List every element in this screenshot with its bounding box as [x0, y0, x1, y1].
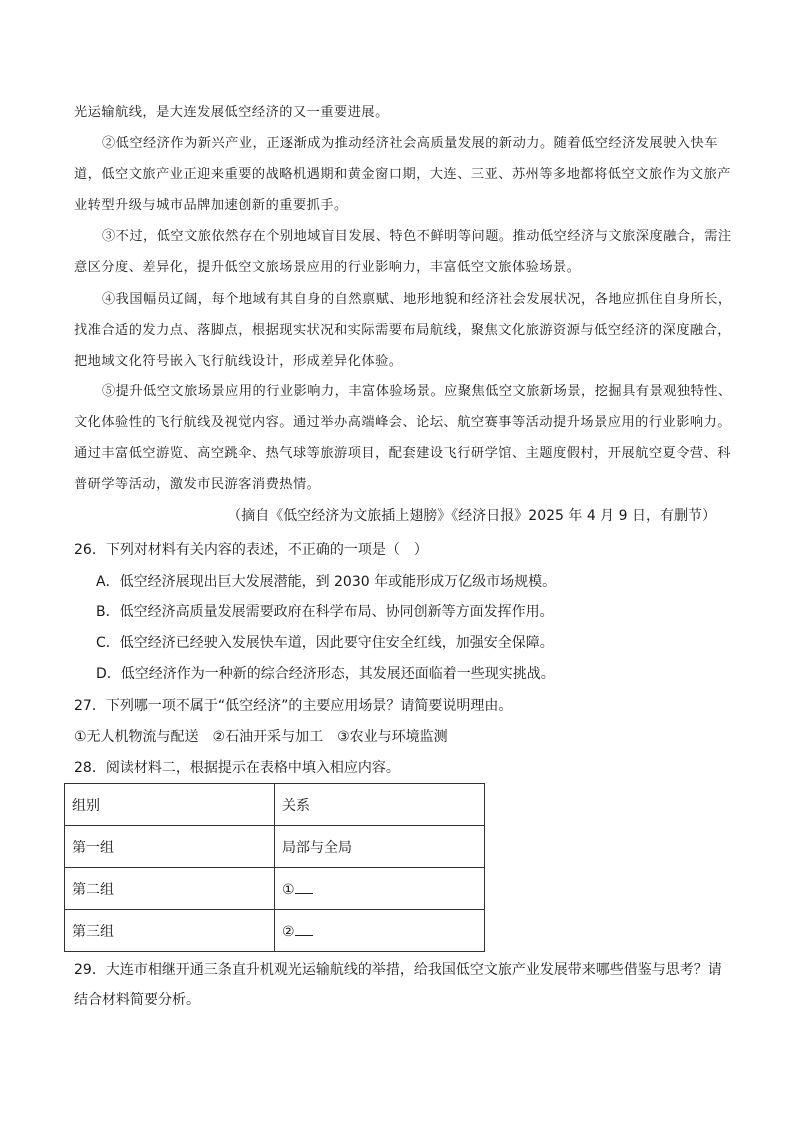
question-29-line-1: 29．大连市相继开通三条直升机观光运输航线的举措，给我国低空文旅产业发展带来哪些借鉴与思考？请	[74, 962, 722, 978]
question-28-stem: 28．阅读材料二，根据提示在表格中填入相应内容。	[74, 760, 400, 776]
table-cell-group: 第一组	[65, 826, 275, 868]
question-26-option-d: D．低空经济作为一种新的综合经济形态，其发展还面临着一些现实挑战。	[96, 666, 555, 682]
table-row	[65, 868, 485, 910]
answer-blank-1[interactable]	[295, 879, 313, 894]
table-header-relation: 关系	[275, 784, 485, 826]
passage-line-top: 光运输航线，是大连发展低空经济的又一重要进展。	[74, 105, 389, 120]
question-26-option-a: A．低空经济展现出巨大发展潜能，到 2030 年或能形成万亿级市场规模。	[96, 574, 557, 590]
question-26-stem: 26．下列对材料有关内容的表述，不正确的一项是（ ）	[74, 542, 428, 558]
answer-marker-2: ②	[282, 924, 295, 940]
question-27-choices: ①无人机物流与配送 ②石油开采与加工 ③农业与环境监测	[74, 729, 448, 745]
passage-paragraph-5: ⑤提升低空文旅场景应用的行业影响力，丰富体验场景。应聚焦低空文旅新场景，挖掘具有景观独特性、文化体验性的飞行航线及视觉内容。通过举办高端峰会、论坛、航空赛事等活动提升场景应用的行业影响力。通过丰富低空游览、高空跳伞、热气球等旅游项目，配套建设飞行研学馆、主题度假村，开展航空夏令营、科普研学等活动，激发市民游客消费热情。	[74, 384, 732, 492]
relation-table	[64, 783, 485, 952]
table-cell-group: 第三组	[65, 910, 275, 952]
table-cell-relation	[275, 868, 485, 910]
passage-source: （摘自《低空经济为文旅插上翅膀》《经济日报》2025 年 4 月 9 日，有删节）	[227, 508, 716, 524]
passage-paragraph-3: ③不过，低空文旅依然存在个别地域盲目发展、特色不鲜明等问题。推动低空经济与文旅深度融合，需注意区分度、差异化，提升低空文旅场景应用的行业影响力，丰富低空文旅体验场景。	[74, 229, 732, 275]
question-29-line-2: 结合材料简要分析。	[74, 992, 200, 1008]
table-cell-relation	[275, 910, 485, 952]
table-header-group: 组别	[65, 784, 275, 826]
passage-paragraph-2: ②低空经济作为新兴产业，正逐渐成为推动经济社会高质量发展的新动力。随着低空经济发展驶入快车道，低空文旅产业正迎来重要的战略机遇期和黄金窗口期，大连、三亚、苏州等多地都将低空文旅作为文旅产业转型升级与城市品牌加速创新的重要抓手。	[74, 136, 731, 213]
table-cell-relation: 局部与全局	[275, 826, 485, 868]
question-27-stem: 27．下列哪一项不属于“低空经济”的主要应用场景？请简要说明理由。	[74, 698, 513, 714]
question-26-option-c: C．低空经济已经驶入发展快车道，因此要守住安全红线，加强安全保障。	[96, 635, 554, 651]
question-26-option-b: B．低空经济高质量发展需要政府在科学布局、协同创新等方面发挥作用。	[96, 604, 554, 620]
passage-paragraph-4: ④我国幅员辽阔，每个地域有其自身的自然禀赋、地形地貌和经济社会发展状况，各地应抓住自身所长，找准合适的发力点、落脚点，根据现实状况和实际需要布局航线，聚焦文化旅游资源与低空经济的深度融合，把地域文化符号嵌入飞行航线设计，形成差异化体验。	[74, 292, 732, 369]
table-cell-group: 第二组	[65, 868, 275, 910]
table-row	[65, 826, 485, 868]
table-header-row	[65, 784, 485, 826]
answer-marker-1: ①	[282, 882, 295, 898]
answer-blank-2[interactable]	[295, 921, 313, 936]
table-row	[65, 910, 485, 952]
